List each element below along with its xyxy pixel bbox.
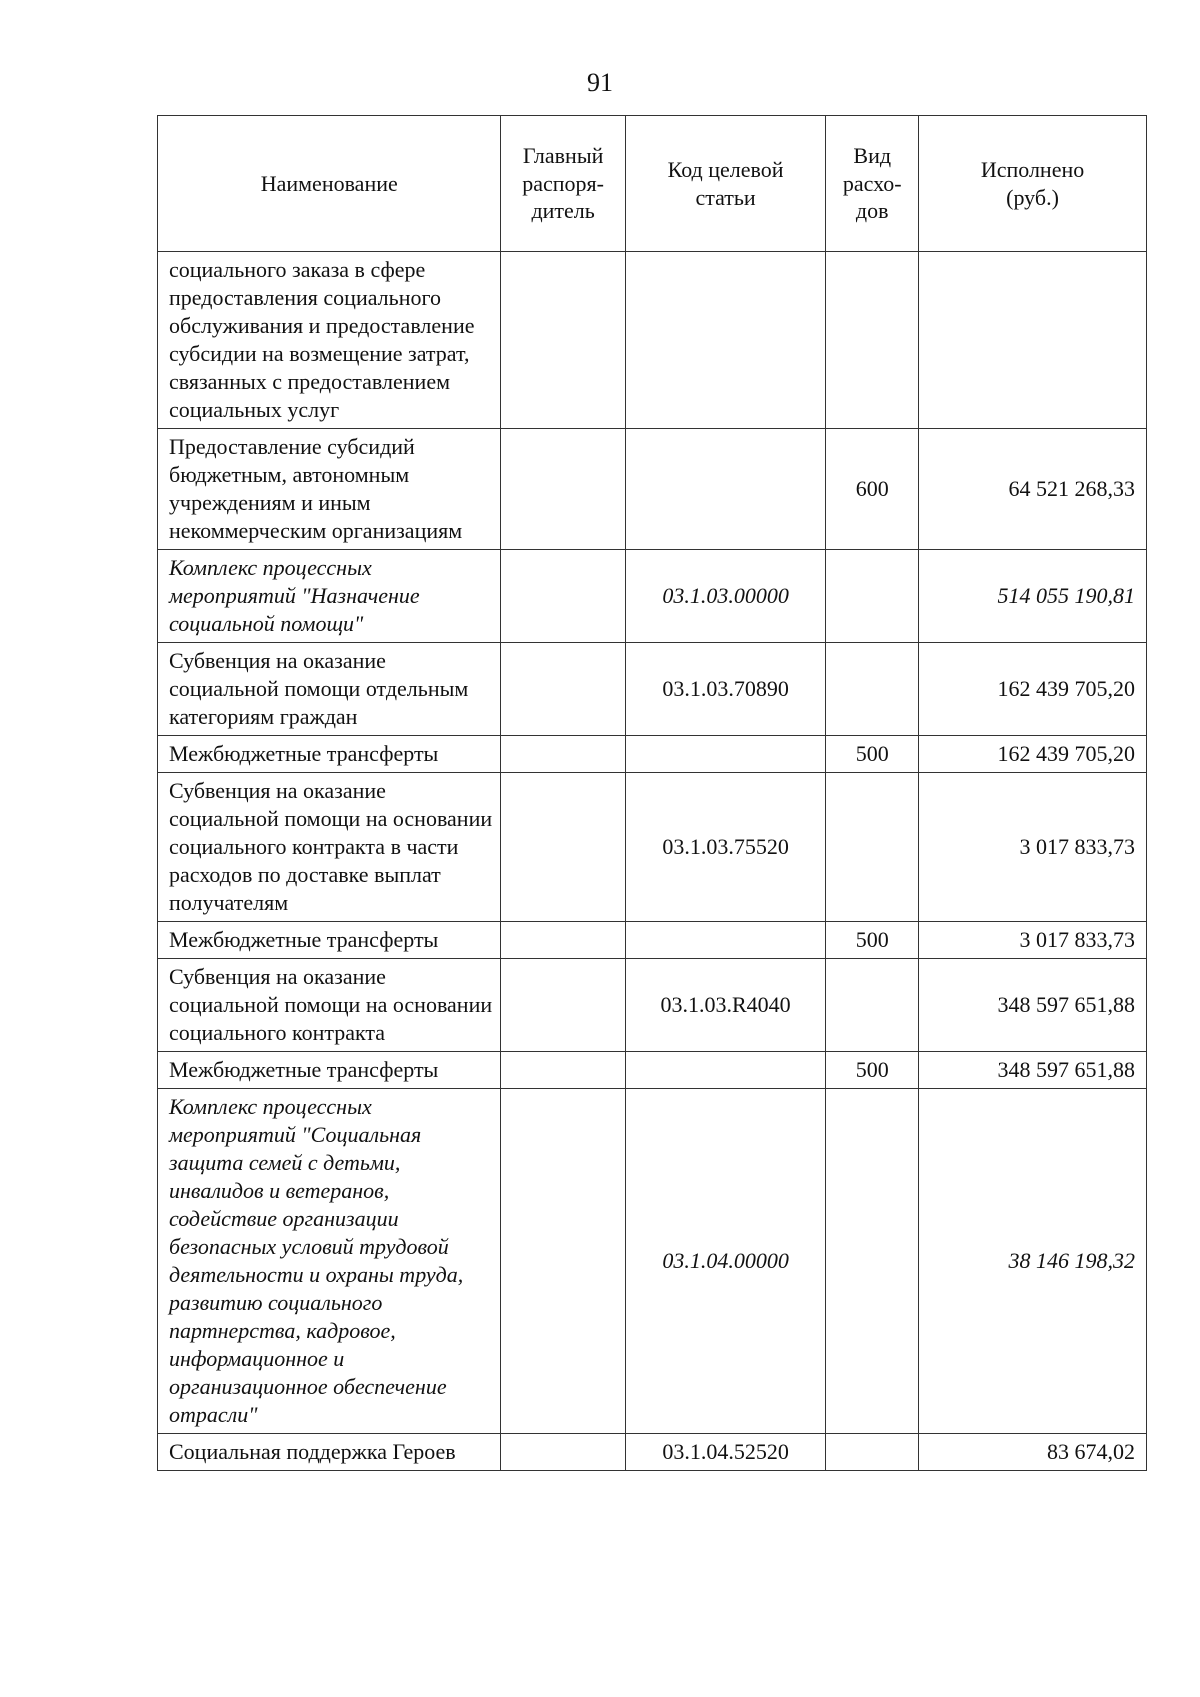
cell-amount: 348 597 651,88 [919, 959, 1147, 1052]
cell-name: Субвенция на оказание социальной помощи на основании социального контракта [158, 959, 501, 1052]
cell-manager [501, 252, 625, 429]
table-row [158, 643, 1147, 736]
table-row [158, 1089, 1147, 1434]
cell-manager [501, 1052, 625, 1089]
header-code [625, 116, 826, 252]
cell-name: Предоставление субсидий бюджетным, автономным учреждениям и иным некоммерческим организациям [158, 429, 501, 550]
table-row [158, 550, 1147, 643]
table-row [158, 429, 1147, 550]
cell-kind: 500 [826, 736, 919, 773]
cell-amount: 162 439 705,20 [919, 643, 1147, 736]
header-kind-label: Вид расхо- дов [842, 143, 902, 224]
table-row [158, 1052, 1147, 1089]
cell-name: Комплекс процессных мероприятий "Социальная защита семей с детьми, инвалидов и ветеранов, содействие организации безопасных условий трудовой деятельности и охраны труда, развитию социального партнерства, кадровое, информационное и организационное обеспечение отрасли" [158, 1089, 501, 1434]
cell-code: 03.1.03.00000 [625, 550, 826, 643]
header-manager-label: Главный распоря- дитель [522, 143, 604, 224]
cell-manager [501, 550, 625, 643]
header-amount [919, 116, 1147, 252]
page-number: 91 [587, 68, 613, 97]
cell-manager [501, 959, 625, 1052]
cell-name: Комплекс процессных мероприятий "Назначение социальной помощи" [158, 550, 501, 643]
cell-amount: 64 521 268,33 [919, 429, 1147, 550]
cell-amount: 162 439 705,20 [919, 736, 1147, 773]
cell-kind [826, 1089, 919, 1434]
cell-manager [501, 643, 625, 736]
cell-amount: 514 055 190,81 [919, 550, 1147, 643]
cell-name: Субвенция на оказание социальной помощи отдельным категориям граждан [158, 643, 501, 736]
cell-name: социального заказа в сфере предоставления социального обслуживания и предоставление субсидии на возмещение затрат, связанных с предоставлением социальных услуг [158, 252, 501, 429]
cell-manager [501, 736, 625, 773]
cell-kind [826, 773, 919, 922]
cell-code [625, 252, 826, 429]
cell-code: 03.1.03.70890 [625, 643, 826, 736]
table-row [158, 1434, 1147, 1471]
cell-code: 03.1.03.75520 [625, 773, 826, 922]
table-row [158, 959, 1147, 1052]
cell-amount [919, 252, 1147, 429]
header-name-label: Наименование [260, 170, 398, 196]
table-row [158, 252, 1147, 429]
cell-kind: 600 [826, 429, 919, 550]
table-body [158, 252, 1147, 1471]
cell-amount: 3 017 833,73 [919, 922, 1147, 959]
table-row [158, 773, 1147, 922]
header-kind [826, 116, 919, 252]
cell-kind [826, 1434, 919, 1471]
budget-execution-table [157, 115, 1147, 1471]
cell-kind [826, 252, 919, 429]
cell-code: 03.1.03.R4040 [625, 959, 826, 1052]
cell-amount: 83 674,02 [919, 1434, 1147, 1471]
cell-manager [501, 922, 625, 959]
cell-name: Межбюджетные трансферты [158, 736, 501, 773]
cell-amount: 38 146 198,32 [919, 1089, 1147, 1434]
cell-kind: 500 [826, 1052, 919, 1089]
cell-code [625, 429, 826, 550]
cell-name: Субвенция на оказание социальной помощи на основании социального контракта в части расходов по доставке выплат получателям [158, 773, 501, 922]
cell-code [625, 736, 826, 773]
cell-amount: 3 017 833,73 [919, 773, 1147, 922]
table-row [158, 736, 1147, 773]
cell-amount: 348 597 651,88 [919, 1052, 1147, 1089]
cell-kind [826, 550, 919, 643]
cell-name: Социальная поддержка Героев [158, 1434, 501, 1471]
table-header-row [158, 116, 1147, 252]
cell-kind [826, 959, 919, 1052]
header-amount-label: Исполнено (руб.) [980, 157, 1085, 210]
cell-name: Межбюджетные трансферты [158, 1052, 501, 1089]
header-name [158, 116, 501, 252]
cell-name: Межбюджетные трансферты [158, 922, 501, 959]
cell-code [625, 1052, 826, 1089]
cell-kind: 500 [826, 922, 919, 959]
header-manager [501, 116, 625, 252]
cell-kind [826, 643, 919, 736]
cell-manager [501, 429, 625, 550]
cell-code [625, 922, 826, 959]
table-row [158, 922, 1147, 959]
cell-manager [501, 1434, 625, 1471]
cell-code: 03.1.04.00000 [625, 1089, 826, 1434]
cell-code: 03.1.04.52520 [625, 1434, 826, 1471]
cell-manager [501, 1089, 625, 1434]
header-code-label: Код целевой статьи [667, 157, 784, 210]
cell-manager [501, 773, 625, 922]
